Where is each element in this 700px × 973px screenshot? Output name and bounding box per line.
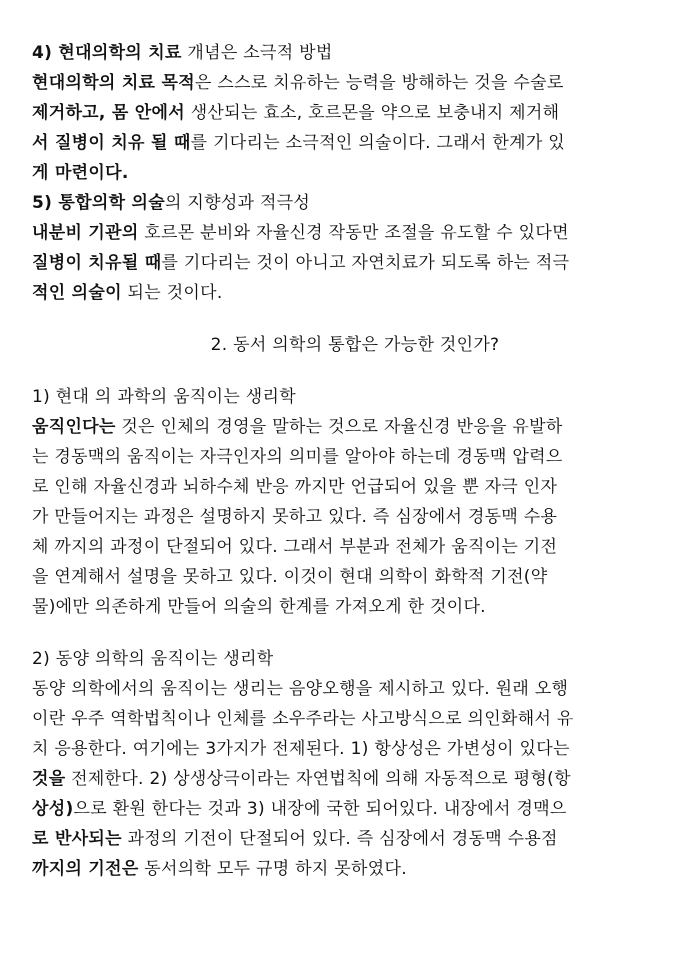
bold-run: 것을 — [32, 769, 66, 789]
subsection-2-heading: 2) 동양 의학의 움직이는 생리학 — [32, 649, 274, 669]
paragraph-line — [32, 412, 678, 442]
paragraph-line — [32, 442, 678, 472]
text-run: 는 경동맥의 움직이는 자극인자의 의미를 알아야 하는데 경동맥 압력으 — [32, 447, 563, 467]
paragraph-line — [32, 218, 678, 248]
heading-bold: 4) 현대의학의 치료 — [32, 43, 182, 63]
paragraph-line — [32, 704, 678, 734]
heading-text: 개념은 소극적 방법 — [181, 43, 333, 63]
text-run: 전제한다. 2) 상생상극이라는 자연법칙에 의해 자동적으로 평형(항 — [65, 769, 571, 789]
paragraph-line — [32, 824, 678, 854]
heading-bold: 5) 통합의학 의술 — [32, 193, 165, 213]
bold-run: 내분비 기관의 — [32, 223, 139, 243]
text-run: 로 인해 자율신경과 뇌하수체 반응 까지만 언급되어 있을 뿐 자극 인자 — [32, 477, 558, 497]
text-run: 를 기다리는 소극적인 의술이다. 그래서 한계가 있 — [190, 133, 566, 153]
text-run: 체 까지의 과정이 단절되어 있다. 그래서 부분과 전체가 움직이는 기전 — [32, 537, 558, 557]
paragraph-line — [32, 734, 678, 764]
document-page — [32, 38, 678, 884]
text-run: 것은 인체의 경영을 말하는 것으로 자율신경 반응을 유발하 — [115, 417, 563, 437]
bold-run: 로 반사되는 — [32, 829, 122, 849]
text-run: 이란 우주 역학법칙이나 인체를 소우주라는 사고방식으로 의인화해서 유 — [32, 709, 574, 729]
paragraph-line — [32, 98, 678, 128]
paragraph-line — [32, 562, 678, 592]
bold-run: 게 마련이다. — [32, 163, 129, 183]
section-5-heading — [32, 188, 678, 218]
paragraph-line — [32, 158, 678, 188]
text-run: 동서의학 모두 규명 하지 못하였다. — [138, 859, 407, 879]
text-run: 을 연계해서 설명을 못하고 있다. 이것이 현대 의학이 화학적 기전(약 — [32, 567, 548, 587]
bold-run: 서 질병이 치유 될 때 — [32, 133, 191, 153]
section-title: 2. 동서 의학의 통합은 가능한 것인가? — [210, 335, 500, 355]
bold-run: 움직인다는 — [32, 417, 116, 437]
paragraph-line — [32, 248, 678, 278]
bold-run: 적인 의술이 — [32, 283, 122, 303]
bold-run: 까지의 기전은 — [32, 859, 139, 879]
text-run: 은 스스로 치유하는 능력을 방해하는 것을 수술로 — [194, 73, 564, 93]
paragraph-line — [32, 854, 678, 884]
bold-run: 질병이 치유될 때 — [32, 253, 162, 273]
paragraph-line — [32, 764, 678, 794]
text-run: 생산되는 효소, 호르몬을 약으로 보충내지 제거해 — [184, 103, 560, 123]
paragraph-line — [32, 472, 678, 502]
paragraph-line — [32, 532, 678, 562]
bold-run: 제거하고, 몸 안에서 — [32, 103, 185, 123]
text-run: 호르몬 분비와 자율신경 작동만 조절을 유도할 수 있다면 — [138, 223, 569, 243]
text-run: 동양 의학에서의 움직이는 생리는 음양오행을 제시하고 있다. 원래 오행 — [32, 679, 569, 699]
text-run: 으로 환원 한다는 것과 3) 내장에 국한 되어있다. 내장에서 경맥으 — [73, 799, 567, 819]
paragraph-line — [32, 794, 678, 824]
heading-text: 1) 현대 — [32, 387, 90, 407]
text-run: 치 응용한다. 여기에는 3가지가 전제된다. 1) 항상성은 가변성이 있다는 — [32, 739, 570, 759]
paragraph-line — [32, 128, 678, 158]
section-4-heading — [32, 38, 678, 68]
text-run: 를 기다리는 것이 아니고 자연치료가 되도록 하는 적극 — [161, 253, 570, 273]
bold-run: 상성) — [32, 799, 74, 819]
subsection-1-heading — [32, 382, 678, 412]
paragraph-line — [32, 68, 678, 98]
paragraph-line — [32, 592, 678, 622]
text-run: 과정의 기전이 단절되어 있다. 즉 심장에서 경동맥 수용점 — [121, 829, 558, 849]
heading-text: 의 지향성과 적극성 — [164, 193, 311, 213]
bold-run: 현대의학의 치료 목적 — [32, 73, 195, 93]
paragraph-line — [32, 502, 678, 532]
paragraph-line — [32, 278, 678, 308]
paragraph-line — [32, 674, 678, 704]
text-run: 가 만들어지는 과정은 설명하지 못하고 있다. 즉 심장에서 경동맥 수용 — [32, 507, 558, 527]
text-run: 되는 것이다. — [121, 283, 223, 303]
heading-text: 의 과학의 움직이는 생리학 — [89, 387, 296, 407]
text-run: 물)에만 의존하게 만들어 의술의 한계를 가져오게 한 것이다. — [32, 597, 486, 617]
